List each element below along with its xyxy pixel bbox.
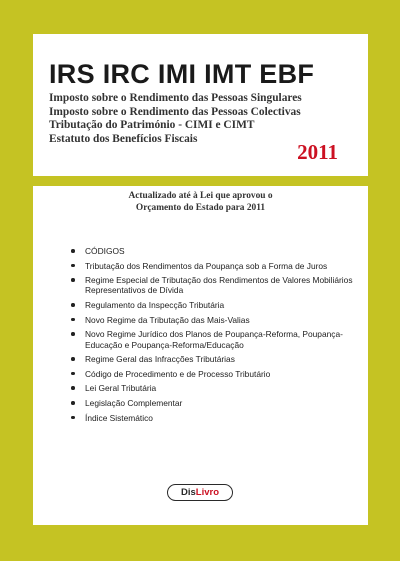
- subtitle-line: Imposto sobre o Rendimento das Pessoas Colectivas: [49, 105, 301, 118]
- contents-item: [71, 413, 356, 423]
- contents-item-label: Tributação dos Rendimentos da Poupança sob a Forma de Juros: [85, 260, 328, 271]
- bullet-icon: [71, 318, 75, 322]
- contents-item-label: CÓDIGOS: [85, 246, 125, 256]
- bullet-icon: [71, 264, 75, 268]
- contents-item: [71, 246, 356, 256]
- contents-item: [71, 369, 356, 379]
- book-title: IRS IRC IMI IMT EBF: [49, 59, 315, 89]
- contents-item: [71, 329, 356, 350]
- contents-item: [71, 315, 356, 325]
- contents-item: [71, 261, 356, 271]
- edition-year: 2011: [297, 140, 338, 164]
- contents-item-label: Novo Regime da Tributação das Mais-Valias: [85, 314, 250, 325]
- publisher-logo: [167, 484, 233, 501]
- contents-item-label: Legislação Complementar: [85, 397, 183, 408]
- subtitle-line: Imposto sobre o Rendimento das Pessoas Singulares: [49, 92, 302, 104]
- contents-item-label: Lei Geral Tributária: [85, 383, 157, 394]
- bullet-icon: [71, 401, 75, 405]
- contents-item: [71, 300, 356, 310]
- contents-item-label: Novo Regime Jurídico dos Planos de Poupança-Reforma, Poupança-Educação e Poupança-Reforma/Educação: [85, 329, 343, 350]
- bullet-icon: [71, 372, 75, 376]
- bullet-icon: [71, 332, 75, 336]
- bullet-icon: [71, 249, 75, 253]
- subtitle-line: Tributação do Património - CIMI e CIMT: [49, 119, 255, 132]
- divider-band: [33, 176, 368, 186]
- contents-item-label: Índice Sistemático: [85, 412, 153, 423]
- bullet-icon: [71, 278, 75, 282]
- subtitle-block: [49, 92, 302, 146]
- cover-panel: [33, 34, 368, 525]
- contents-item: [71, 383, 356, 393]
- contents-item-label: Código de Procedimento e de Processo Tributário: [85, 368, 271, 379]
- update-note-line: Actualizado até à Lei que aprovou o: [128, 191, 273, 201]
- contents-item-label: Regulamento da Inspecção Tributária: [85, 300, 225, 311]
- subtitle-line: Estatuto dos Benefícios Fiscais: [49, 132, 198, 145]
- contents-item: [71, 398, 356, 408]
- publisher-logo-accent: Livro: [195, 487, 220, 498]
- update-note-line: Orçamento do Estado para 2011: [135, 202, 266, 213]
- publisher-logo-part: Dis: [180, 487, 196, 498]
- contents-item-label: Regime Especial de Tributação dos Rendimentos de Valores Mobiliários Representativos de Dívida: [85, 275, 353, 296]
- bullet-icon: [71, 303, 75, 307]
- contents-item: [71, 354, 356, 364]
- contents-item-label: Regime Geral das Infracções Tributárias: [85, 354, 235, 365]
- bullet-icon: [71, 386, 75, 390]
- update-note: [33, 191, 368, 214]
- contents-list: [71, 246, 356, 427]
- contents-item: [71, 275, 356, 296]
- bullet-icon: [71, 416, 75, 420]
- bullet-icon: [71, 357, 75, 361]
